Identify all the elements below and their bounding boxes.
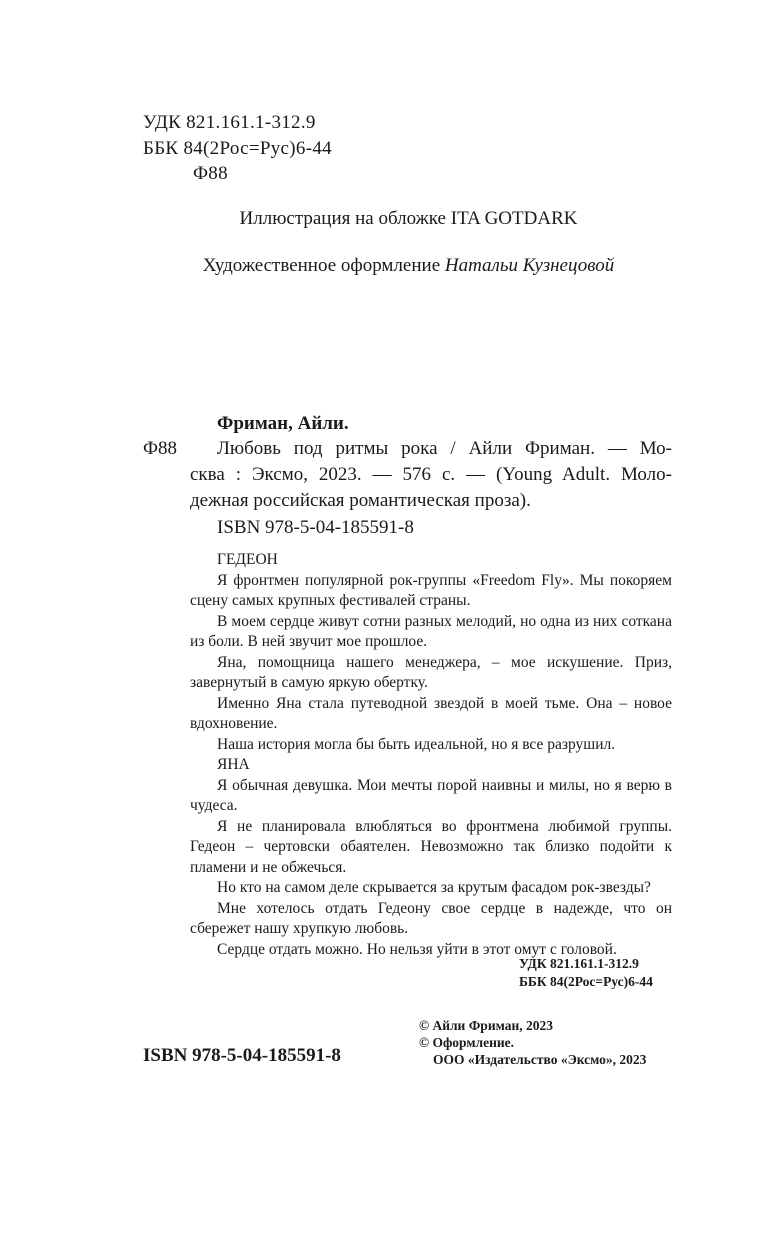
copyright-author: © Айли Фриман, 2023: [419, 1018, 553, 1033]
annotation: [190, 550, 672, 960]
bbk-line: ББК 84(2Рос=Рус)6-44: [143, 138, 332, 159]
udk-line: УДК 821.161.1-312.9: [143, 112, 316, 133]
footer-bbk: ББК 84(2Рос=Рус)6-44: [519, 974, 653, 989]
design-credit-prefix: Художественное оформление: [202, 255, 445, 276]
author-mark: Ф88: [193, 163, 228, 184]
bib-line-3: дежная российская романтическая проза).: [190, 490, 531, 511]
annotation-paragraph: Мне хотелось отдать Гедеону свое сердце в надежде, что он сбережет нашу хрупкую любовь.: [190, 899, 672, 937]
annotation-paragraph: Я фронтмен популярной рок-группы «Freedom Fly». Мы покоряем сцену самых крупных фестивалей страны.: [190, 571, 672, 609]
annotation-paragraph: Сердце отдать можно. Но нельзя уйти в этот омут с головой.: [217, 940, 617, 958]
entry-bib: [190, 436, 672, 514]
entry-code: Ф88: [143, 438, 178, 459]
annotation-paragraph: Я обычная девушка. Мои мечты порой наивны и милы, но я верю в чудеса.: [190, 776, 672, 814]
design-credit: [0, 255, 768, 277]
annotation-heading-yana: ЯНА: [217, 756, 250, 773]
annotation-paragraph: Наша история могла бы быть идеальной, но я все разрушил.: [217, 735, 616, 753]
design-credit-name: Натальи Кузнецовой: [444, 255, 615, 276]
entry-author: Фриман, Айли.: [217, 413, 349, 434]
footer-udk: УДК 821.161.1-312.9: [519, 956, 639, 971]
bib-line-1: Любовь под ритмы рока / Айли Фриман. — Мо-: [217, 438, 672, 459]
copyright-design: © Оформление.: [419, 1035, 515, 1050]
annotation-paragraph: Я не планировала влюбляться во фронтмена любимой группы. Гедеон – чертовски обаятелен. Невозможно так близко подойти к пламени и не обжечься.: [190, 817, 672, 876]
annotation-paragraph: Именно Яна стала путеводной звездой в моей тьме. Она – новое вдохновение.: [190, 694, 672, 732]
entry-isbn: ISBN 978-5-04-185591-8: [217, 517, 414, 538]
annotation-paragraph: В моем сердце живут сотни разных мелодий, но одна из них соткана из боли. В ней звучит мое прошлое.: [190, 612, 672, 650]
illustration-credit: Иллюстрация на обложке ITA GOTDARK: [239, 208, 578, 229]
annotation-paragraph: Но кто на самом деле скрывается за крутым фасадом рок-звезды?: [217, 879, 651, 896]
annotation-paragraph: Яна, помощница нашего менеджера, – мое искушение. Приз, завернутый в самую яркую обертку.: [190, 653, 672, 691]
annotation-heading-gedeon: ГЕДЕОН: [217, 551, 278, 568]
bib-line-2: сква : Эксмо, 2023. — 576 с. — (Young Adult. Моло-: [190, 464, 672, 485]
copyright-publisher: ООО «Издательство «Эксмо», 2023: [433, 1052, 647, 1067]
footer-isbn: ISBN 978-5-04-185591-8: [143, 1045, 341, 1066]
